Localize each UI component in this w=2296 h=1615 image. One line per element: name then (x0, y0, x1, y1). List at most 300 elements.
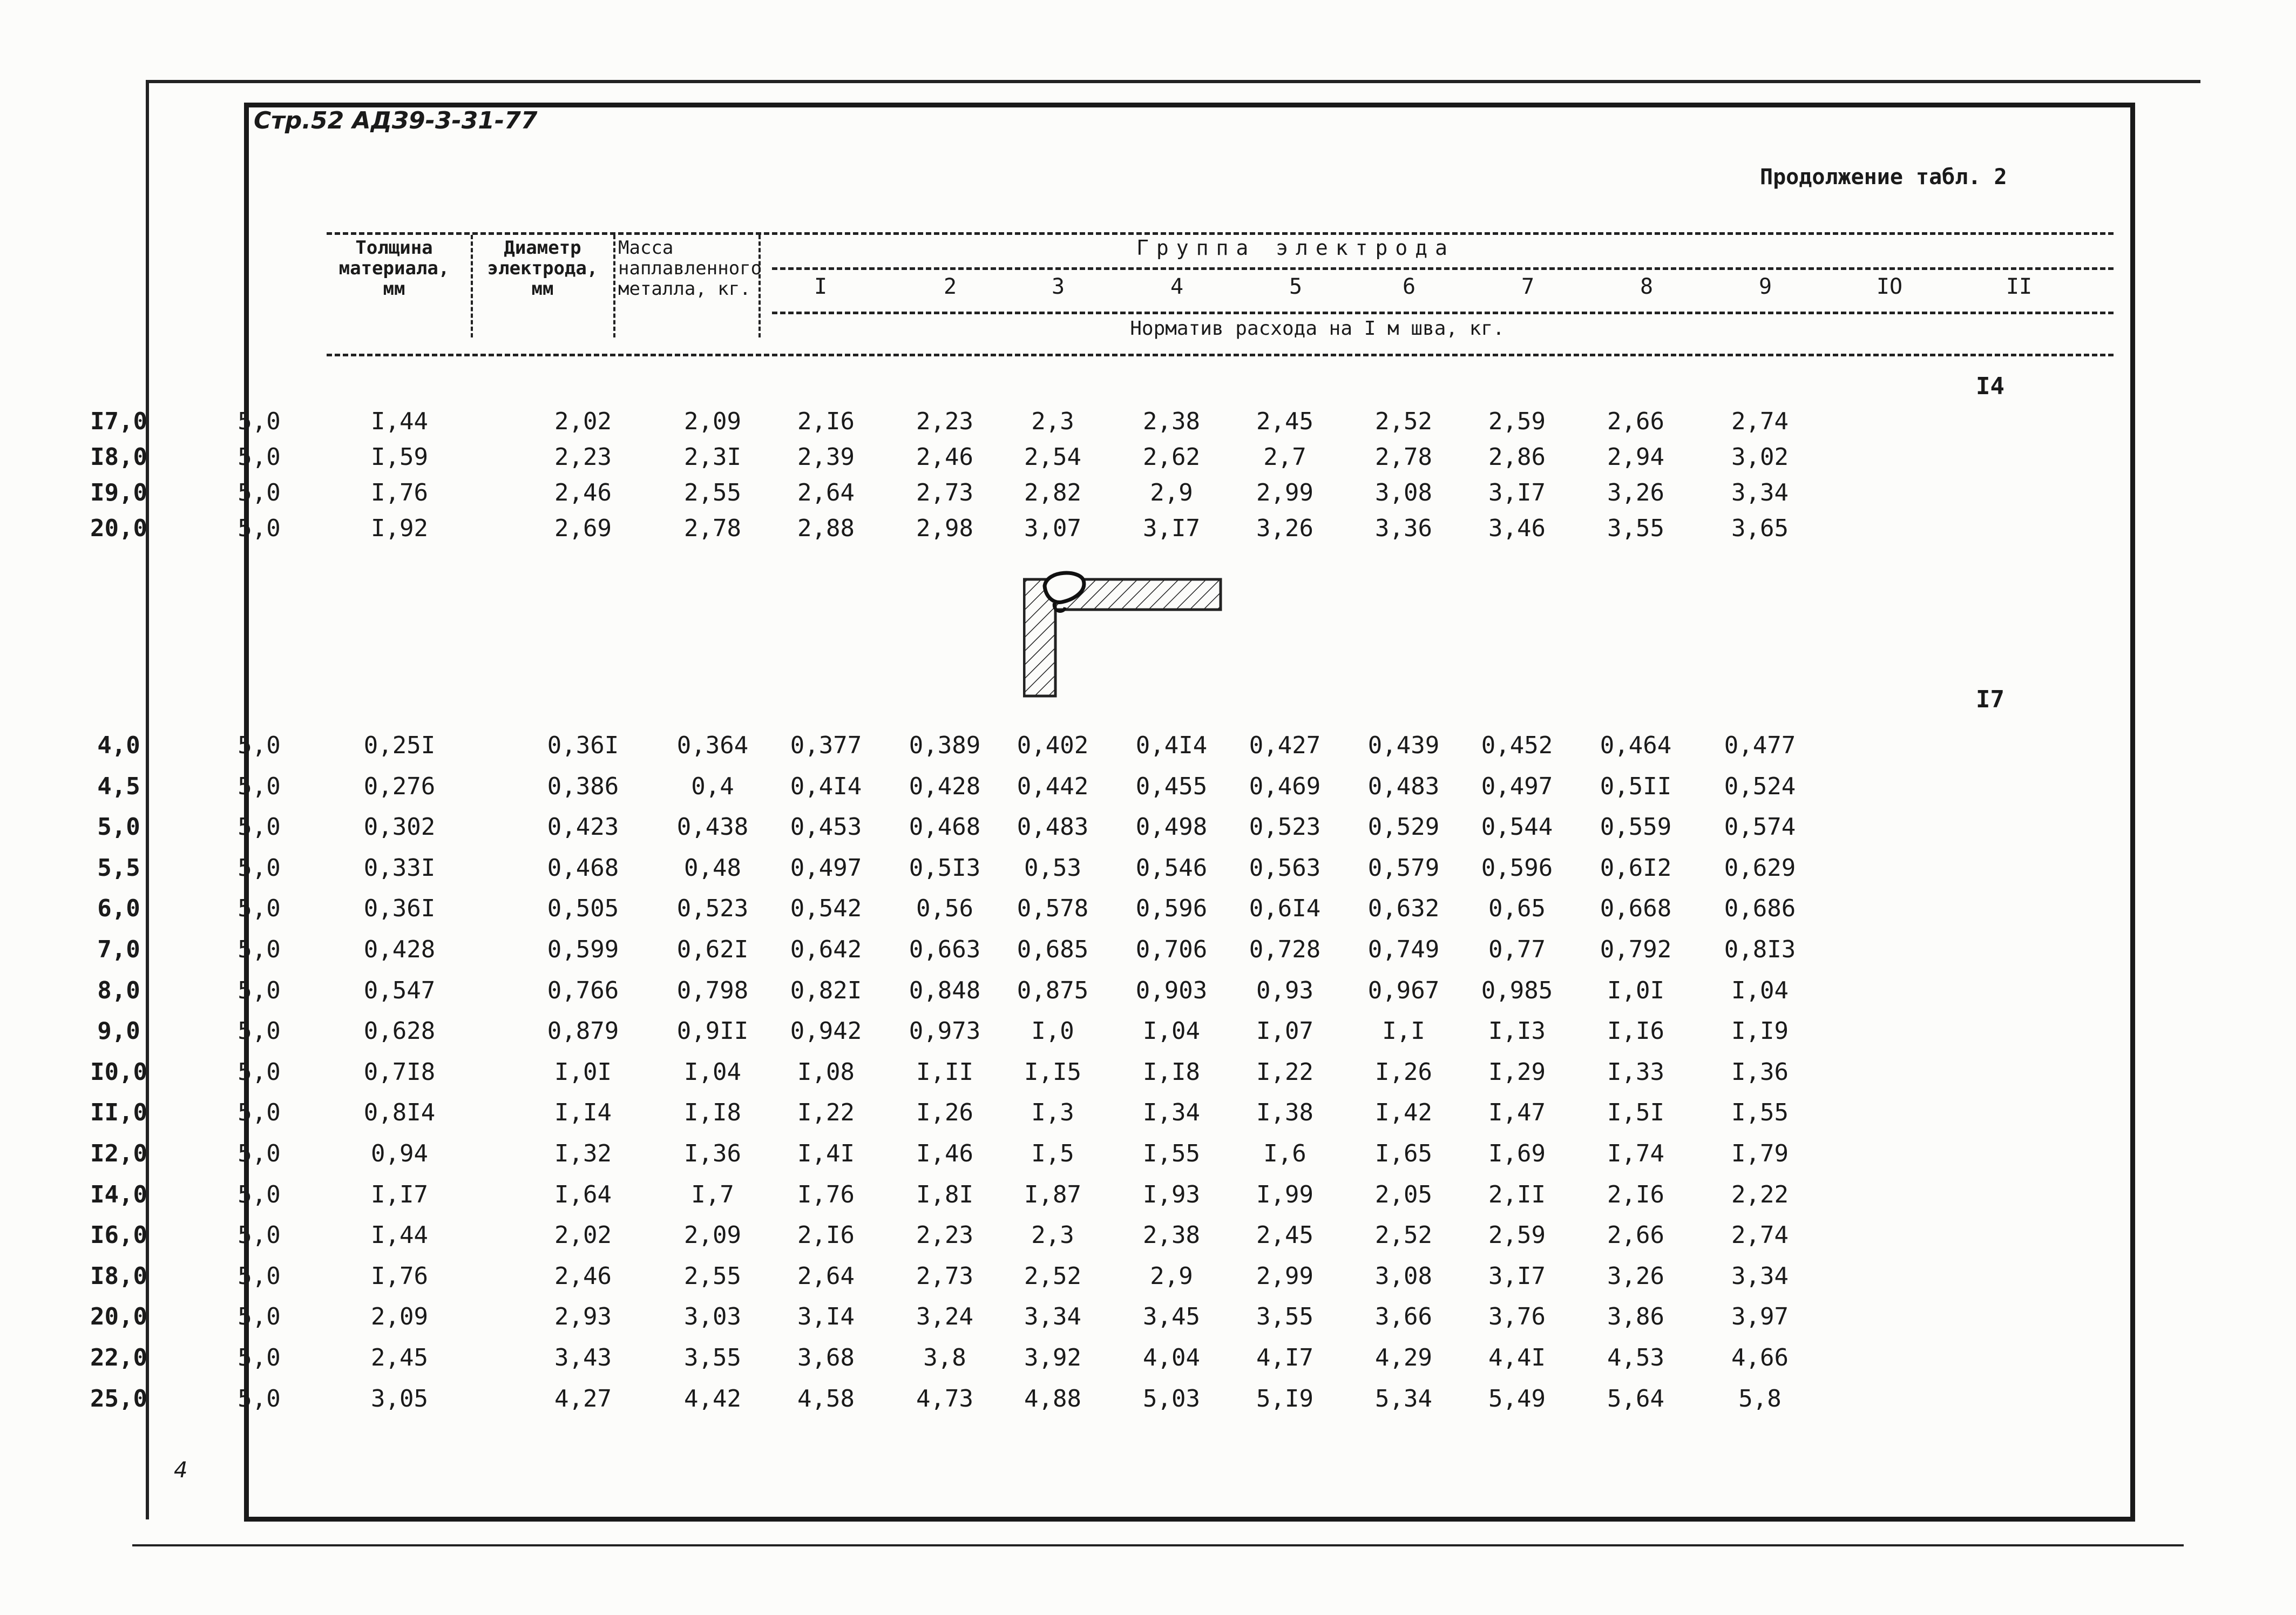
header-diameter: Диаметр электрода, мм (487, 237, 598, 300)
rate-cell-group-10: 0,5II (1600, 772, 1672, 800)
rate-cell-group-1: 2,46 (554, 1262, 612, 1290)
section-mark: I4 (1976, 373, 2004, 400)
rate-cell-group-10: 3,86 (1607, 1303, 1664, 1331)
rate-cell-group-7: 0,93 (1256, 976, 1313, 1004)
diameter-cell: 5,0 (238, 976, 281, 1004)
table-row (90, 1058, 2116, 1091)
rate-cell-group-5: 0,578 (1017, 895, 1089, 923)
rate-cell-group-6: 2,38 (1143, 1221, 1200, 1249)
table-row (90, 1180, 2116, 1213)
rate-cell-group-3: 3,68 (797, 1344, 855, 1371)
rate-cell-group-2: 0,523 (676, 895, 749, 923)
rate-cell-group-9: I,47 (1488, 1099, 1546, 1127)
rate-cell-group-1: 0,468 (547, 854, 619, 882)
header-mass: Масса наплавленного металла, кг. (618, 237, 762, 300)
rate-cell-group-7: I,22 (1256, 1058, 1313, 1086)
rate-cell-group-4: 3,24 (916, 1303, 973, 1331)
rate-cell-group-10: I,33 (1607, 1058, 1664, 1086)
continuation-title: Продолжение табл. 2 (1760, 165, 2007, 190)
rate-cell-group-10: 0,668 (1600, 895, 1672, 923)
rate-cell-group-3: 2,39 (797, 443, 855, 471)
rate-cell-group-8: 3,08 (1375, 479, 1432, 506)
rate-cell-group-1: 0,36I (547, 732, 619, 759)
rate-cell-group-6: 4,04 (1143, 1344, 1200, 1371)
header-thickness: Толщина материала, мм (338, 237, 450, 300)
rate-cell-group-11: 2,74 (1731, 408, 1789, 435)
rate-cell-group-4: 2,73 (916, 1262, 973, 1290)
rate-cell-group-9: 2,II (1488, 1180, 1546, 1208)
rate-cell-group-9: 2,59 (1488, 1221, 1546, 1249)
rate-cell-group-3: 0,82I (790, 976, 862, 1004)
group-number: 2 (943, 274, 957, 299)
rate-cell-group-3: I,08 (797, 1058, 855, 1086)
rate-cell-group-1: 0,599 (547, 936, 619, 963)
rate-cell-group-11: 0,477 (1724, 732, 1796, 759)
rate-cell-group-5: 2,3 (1031, 408, 1074, 435)
header-separator (758, 235, 761, 337)
rate-cell-group-4: 0,663 (909, 936, 981, 963)
rate-cell-group-4: 0,56 (916, 895, 973, 923)
rate-cell-group-7: 0,427 (1249, 732, 1321, 759)
table-row (97, 976, 2116, 1009)
rate-cell-group-3: 0,642 (790, 936, 862, 963)
mass-cell: 0,628 (363, 1017, 436, 1045)
rate-cell-group-2: I,I8 (684, 1099, 741, 1127)
bottom-margin-line (132, 1544, 2184, 1546)
rate-cell-group-10: 0,792 (1600, 936, 1672, 963)
rate-cell-group-10: I,5I (1607, 1099, 1664, 1127)
table-row (97, 895, 2116, 927)
rate-cell-group-9: 0,596 (1481, 854, 1553, 882)
rate-cell-group-8: I,65 (1375, 1140, 1432, 1167)
rate-cell-group-10: 2,66 (1607, 1221, 1664, 1249)
mass-cell: 0,547 (363, 976, 436, 1004)
rate-cell-group-11: I,I9 (1731, 1017, 1789, 1045)
mass-cell: 0,94 (371, 1140, 428, 1167)
rate-cell-group-6: I,34 (1143, 1099, 1200, 1127)
rate-cell-group-1: 2,23 (554, 443, 612, 471)
rate-cell-group-11: I,04 (1731, 976, 1789, 1004)
thickness-cell: II,0 (90, 1099, 147, 1127)
rate-cell-group-11: 0,574 (1724, 813, 1796, 841)
table-row (97, 854, 2116, 887)
table-row (97, 732, 2116, 764)
header-separator (471, 235, 473, 337)
rate-cell-group-5: 2,54 (1024, 443, 1081, 471)
mass-cell: I,92 (371, 515, 428, 542)
rate-cell-group-10: 2,94 (1607, 443, 1664, 471)
rate-cell-group-4: 2,73 (916, 479, 973, 506)
rate-cell-group-11: 0,686 (1724, 895, 1796, 923)
thickness-cell: I9,0 (90, 479, 147, 506)
rate-cell-group-7: I,99 (1256, 1180, 1313, 1208)
mass-cell: I,I7 (371, 1180, 428, 1208)
rate-cell-group-8: 3,66 (1375, 1303, 1432, 1331)
table-row (97, 936, 2116, 968)
table-row (90, 1384, 2116, 1417)
rate-cell-group-6: 3,45 (1143, 1303, 1200, 1331)
thickness-cell: 4,0 (97, 732, 140, 759)
rate-cell-group-9: 0,544 (1481, 813, 1553, 841)
rate-cell-group-7: I,6 (1263, 1140, 1306, 1167)
rate-cell-group-6: 0,706 (1135, 936, 1208, 963)
rate-cell-group-4: 0,848 (909, 976, 981, 1004)
rate-cell-group-5: 0,53 (1024, 854, 1081, 882)
rate-cell-group-9: 0,452 (1481, 732, 1553, 759)
rate-cell-group-4: 4,73 (916, 1384, 973, 1413)
rate-cell-group-2: 2,09 (684, 1221, 741, 1249)
diameter-cell: 5,0 (238, 443, 281, 471)
rate-cell-group-4: 2,23 (916, 1221, 973, 1249)
diameter-cell: 5,0 (238, 772, 281, 800)
rate-cell-group-10: 0,559 (1600, 813, 1672, 841)
rate-cell-group-11: I,55 (1731, 1099, 1789, 1127)
header-rule-groups (772, 267, 2114, 270)
rate-cell-group-1: 0,879 (547, 1017, 619, 1045)
rate-cell-group-10: 0,464 (1600, 732, 1672, 759)
rate-cell-group-6: 0,903 (1135, 976, 1208, 1004)
rate-cell-group-9: 2,86 (1488, 443, 1546, 471)
thickness-cell: 5,0 (97, 813, 140, 841)
rate-cell-group-8: 2,52 (1375, 1221, 1432, 1249)
rate-cell-group-1: 0,423 (547, 813, 619, 841)
group-number: 5 (1289, 274, 1303, 299)
rate-cell-group-1: 4,27 (554, 1384, 612, 1413)
rate-cell-group-5: 0,685 (1017, 936, 1089, 963)
rate-cell-group-3: 2,I6 (797, 408, 855, 435)
diameter-cell: 5,0 (238, 895, 281, 923)
rate-cell-group-1: 0,386 (547, 772, 619, 800)
rate-cell-group-4: I,II (916, 1058, 973, 1086)
rate-cell-group-9: 3,76 (1488, 1303, 1546, 1331)
thickness-cell: 7,0 (97, 936, 140, 963)
rate-cell-group-11: I,79 (1731, 1140, 1789, 1167)
rate-cell-group-7: 0,523 (1249, 813, 1321, 841)
mass-cell: 2,45 (371, 1344, 428, 1371)
rate-cell-group-4: 0,428 (909, 772, 981, 800)
rate-cell-group-7: 0,6I4 (1249, 895, 1321, 923)
rate-cell-group-7: 3,26 (1256, 515, 1313, 542)
rate-cell-group-7: 0,469 (1249, 772, 1321, 800)
header-norm: Норматив расхода на I м шва, кг. (1130, 317, 1505, 340)
rate-cell-group-1: I,0I (554, 1058, 612, 1086)
rate-cell-group-6: 5,03 (1143, 1384, 1200, 1413)
rate-cell-group-7: 2,45 (1256, 408, 1313, 435)
table-row (97, 1017, 2116, 1050)
diameter-cell: 5,0 (238, 1221, 281, 1249)
rate-cell-group-10: 3,26 (1607, 1262, 1664, 1290)
rate-cell-group-2: 2,3I (684, 443, 741, 471)
rate-cell-group-2: 4,42 (684, 1384, 741, 1413)
rate-cell-group-5: I,3 (1031, 1099, 1074, 1127)
thickness-cell: I6,0 (90, 1221, 147, 1249)
diameter-cell: 5,0 (238, 1344, 281, 1371)
mass-cell: 0,7I8 (363, 1058, 436, 1086)
rate-cell-group-7: 0,728 (1249, 936, 1321, 963)
group-number: II (2006, 274, 2033, 299)
mass-cell: I,59 (371, 443, 428, 471)
rate-cell-group-6: I,I8 (1143, 1058, 1200, 1086)
mass-cell: 0,302 (363, 813, 436, 841)
rate-cell-group-9: 0,77 (1488, 936, 1546, 963)
mass-cell: 0,25I (363, 732, 436, 759)
table-row (97, 772, 2116, 805)
page-number: 4 (174, 1458, 188, 1483)
rate-cell-group-7: I,38 (1256, 1099, 1313, 1127)
rate-cell-group-4: 2,23 (916, 408, 973, 435)
rate-cell-group-7: 0,563 (1249, 854, 1321, 882)
document-stamp: Стр.52 АДЗ9-3-31-77 (254, 107, 538, 134)
rate-cell-group-9: 0,65 (1488, 895, 1546, 923)
thickness-cell: I0,0 (90, 1058, 147, 1086)
rate-cell-group-9: 3,I7 (1488, 479, 1546, 506)
rate-cell-group-8: 2,05 (1375, 1180, 1432, 1208)
rate-cell-group-9: 5,49 (1488, 1384, 1546, 1413)
rate-cell-group-3: I,4I (797, 1140, 855, 1167)
table-row (90, 1099, 2116, 1131)
rate-cell-group-3: I,22 (797, 1099, 855, 1127)
rate-cell-group-9: 0,497 (1481, 772, 1553, 800)
rate-cell-group-4: 3,8 (923, 1344, 966, 1371)
rate-cell-group-6: 0,546 (1135, 854, 1208, 882)
mass-cell: I,76 (371, 1262, 428, 1290)
rate-cell-group-10: 5,64 (1607, 1384, 1664, 1413)
group-number: IO (1876, 274, 1903, 299)
rate-cell-group-2: 0,438 (676, 813, 749, 841)
rate-cell-group-3: 4,58 (797, 1384, 855, 1413)
rate-cell-group-1: I,32 (554, 1140, 612, 1167)
rate-cell-group-6: 0,455 (1135, 772, 1208, 800)
diameter-cell: 5,0 (238, 1099, 281, 1127)
mass-cell: 2,09 (371, 1303, 428, 1331)
rate-cell-group-8: 0,439 (1367, 732, 1440, 759)
rate-cell-group-6: 3,I7 (1143, 515, 1200, 542)
table-row (90, 1303, 2116, 1335)
table-row (90, 1262, 2116, 1295)
group-number: I (814, 274, 828, 299)
thickness-cell: I8,0 (90, 443, 147, 471)
rate-cell-group-11: I,36 (1731, 1058, 1789, 1086)
rate-cell-group-7: 4,I7 (1256, 1344, 1313, 1371)
group-number: 3 (1051, 274, 1065, 299)
diameter-cell: 5,0 (238, 1180, 281, 1208)
rate-cell-group-1: 2,02 (554, 408, 612, 435)
diameter-cell: 5,0 (238, 813, 281, 841)
rate-cell-group-3: 2,88 (797, 515, 855, 542)
rate-cell-group-2: 0,4 (691, 772, 734, 800)
rate-cell-group-2: 0,798 (676, 976, 749, 1004)
rate-cell-group-6: 0,596 (1135, 895, 1208, 923)
rate-cell-group-2: 3,03 (684, 1303, 741, 1331)
thickness-cell: 4,5 (97, 772, 140, 800)
rate-cell-group-5: 3,92 (1024, 1344, 1081, 1371)
thickness-cell: I8,0 (90, 1262, 147, 1290)
diameter-cell: 5,0 (238, 515, 281, 542)
rate-cell-group-3: 0,377 (790, 732, 862, 759)
rate-cell-group-5: 0,402 (1017, 732, 1089, 759)
rate-cell-group-6: 2,9 (1150, 1262, 1193, 1290)
rate-cell-group-3: 0,453 (790, 813, 862, 841)
rate-cell-group-5: 2,52 (1024, 1262, 1081, 1290)
diameter-cell: 5,0 (238, 1262, 281, 1290)
thickness-cell: I7,0 (90, 408, 147, 435)
mass-cell: 0,36I (363, 895, 436, 923)
rate-cell-group-3: 0,542 (790, 895, 862, 923)
rate-cell-group-2: 3,55 (684, 1344, 741, 1371)
diameter-cell: 5,0 (238, 1303, 281, 1331)
rate-cell-group-3: 2,64 (797, 1262, 855, 1290)
rate-cell-group-1: 2,93 (554, 1303, 612, 1331)
rate-cell-group-4: 0,389 (909, 732, 981, 759)
table-row (90, 1221, 2116, 1254)
rate-cell-group-7: 2,45 (1256, 1221, 1313, 1249)
rate-cell-group-6: 2,9 (1150, 479, 1193, 506)
rate-cell-group-2: 2,78 (684, 515, 741, 542)
rate-cell-group-5: 4,88 (1024, 1384, 1081, 1413)
rate-cell-group-1: 2,02 (554, 1221, 612, 1249)
mass-cell: 3,05 (371, 1384, 428, 1413)
rate-cell-group-5: 0,442 (1017, 772, 1089, 800)
mass-cell: 0,276 (363, 772, 436, 800)
rate-cell-group-4: 2,46 (916, 443, 973, 471)
rate-cell-group-10: 4,53 (1607, 1344, 1664, 1371)
rate-cell-group-5: I,I5 (1024, 1058, 1081, 1086)
mass-cell: 0,33I (363, 854, 436, 882)
rate-cell-group-8: 4,29 (1375, 1344, 1432, 1371)
diameter-cell: 5,0 (238, 408, 281, 435)
rate-cell-group-10: 0,6I2 (1600, 854, 1672, 882)
rate-cell-group-2: 0,364 (676, 732, 749, 759)
rate-cell-group-11: 3,97 (1731, 1303, 1789, 1331)
rate-cell-group-5: I,87 (1024, 1180, 1081, 1208)
rate-cell-group-6: 0,4I4 (1135, 732, 1208, 759)
group-number: 7 (1521, 274, 1535, 299)
rate-cell-group-9: 2,59 (1488, 408, 1546, 435)
table-row (97, 813, 2116, 846)
rate-cell-group-1: 0,505 (547, 895, 619, 923)
rate-cell-group-1: I,64 (554, 1180, 612, 1208)
group-number: 9 (1758, 274, 1772, 299)
rate-cell-group-5: 0,483 (1017, 813, 1089, 841)
rate-cell-group-1: 2,69 (554, 515, 612, 542)
rate-cell-group-6: 2,38 (1143, 408, 1200, 435)
rate-cell-group-3: 0,497 (790, 854, 862, 882)
rate-cell-group-1: 2,46 (554, 479, 612, 506)
rate-cell-group-4: I,8I (916, 1180, 973, 1208)
rate-cell-group-9: 3,46 (1488, 515, 1546, 542)
rate-cell-group-2: I,7 (691, 1180, 734, 1208)
diameter-cell: 5,0 (238, 936, 281, 963)
rate-cell-group-6: 0,498 (1135, 813, 1208, 841)
rate-cell-group-2: 0,9II (676, 1017, 749, 1045)
rate-cell-group-8: 5,34 (1375, 1384, 1432, 1413)
group-number: 8 (1640, 274, 1654, 299)
header-rule-top (327, 232, 2114, 235)
weld-joint-sketch-icon (1023, 570, 1228, 699)
rate-cell-group-2: 2,55 (684, 1262, 741, 1290)
rate-cell-group-9: 0,985 (1481, 976, 1553, 1004)
rate-cell-group-4: 0,468 (909, 813, 981, 841)
header-separator (613, 235, 615, 337)
diameter-cell: 5,0 (238, 479, 281, 506)
rate-cell-group-3: 3,I4 (797, 1303, 855, 1331)
header-rule-bottom (327, 354, 2114, 356)
rate-cell-group-8: I,I (1382, 1017, 1425, 1045)
diameter-cell: 5,0 (238, 1017, 281, 1045)
rate-cell-group-8: 0,749 (1367, 936, 1440, 963)
rate-cell-group-6: 2,62 (1143, 443, 1200, 471)
rate-cell-group-1: 0,766 (547, 976, 619, 1004)
rate-cell-group-11: 4,66 (1731, 1344, 1789, 1371)
rate-cell-group-2: 0,48 (684, 854, 741, 882)
rate-cell-group-7: 5,I9 (1256, 1384, 1313, 1413)
rate-cell-group-5: 2,3 (1031, 1221, 1074, 1249)
header-rule-norm (772, 312, 2114, 314)
group-number: 4 (1170, 274, 1184, 299)
rate-cell-group-8: 3,08 (1375, 1262, 1432, 1290)
table-row (90, 1344, 2116, 1376)
diameter-cell: 5,0 (238, 1384, 281, 1413)
rate-cell-group-8: 0,632 (1367, 895, 1440, 923)
mass-cell: I,44 (371, 408, 428, 435)
mass-cell: I,76 (371, 479, 428, 506)
thickness-cell: 25,0 (90, 1384, 147, 1413)
rate-cell-group-6: I,93 (1143, 1180, 1200, 1208)
rate-cell-group-11: 3,34 (1731, 1262, 1789, 1290)
thickness-cell: 22,0 (90, 1344, 147, 1371)
rate-cell-group-5: I,5 (1031, 1140, 1074, 1167)
rate-cell-group-10: 2,66 (1607, 408, 1664, 435)
thickness-cell: 5,5 (97, 854, 140, 882)
rate-cell-group-3: 0,4I4 (790, 772, 862, 800)
rate-cell-group-10: I,I6 (1607, 1017, 1664, 1045)
rate-cell-group-8: 3,36 (1375, 515, 1432, 542)
section-mark: I7 (1976, 686, 2004, 713)
rate-cell-group-8: 0,529 (1367, 813, 1440, 841)
header-group-title: Группа электрода (1136, 236, 1455, 260)
diameter-cell: 5,0 (238, 854, 281, 882)
rate-cell-group-7: 2,99 (1256, 1262, 1313, 1290)
rate-cell-group-4: I,26 (916, 1099, 973, 1127)
table-row (90, 515, 2116, 547)
rate-cell-group-4: 0,5I3 (909, 854, 981, 882)
rate-cell-group-10: 2,I6 (1607, 1180, 1664, 1208)
rate-cell-group-2: I,36 (684, 1140, 741, 1167)
rate-cell-group-8: 2,52 (1375, 408, 1432, 435)
table-row (90, 1140, 2116, 1172)
rate-cell-group-6: I,55 (1143, 1140, 1200, 1167)
thickness-cell: 20,0 (90, 515, 147, 542)
rate-cell-group-3: 0,942 (790, 1017, 862, 1045)
rate-cell-group-10: 3,55 (1607, 515, 1664, 542)
rate-cell-group-8: I,26 (1375, 1058, 1432, 1086)
diameter-cell: 5,0 (238, 732, 281, 759)
rate-cell-group-9: I,29 (1488, 1058, 1546, 1086)
thickness-cell: 8,0 (97, 976, 140, 1004)
table-row (90, 479, 2116, 511)
rate-cell-group-9: 4,4I (1488, 1344, 1546, 1371)
rate-cell-group-11: 3,34 (1731, 479, 1789, 506)
mass-cell: 0,428 (363, 936, 436, 963)
rate-cell-group-4: I,46 (916, 1140, 973, 1167)
rate-cell-group-3: 2,I6 (797, 1221, 855, 1249)
mass-cell: I,44 (371, 1221, 428, 1249)
group-number: 6 (1402, 274, 1416, 299)
rate-cell-group-8: I,42 (1375, 1099, 1432, 1127)
mass-cell: 0,8I4 (363, 1099, 436, 1127)
rate-cell-group-5: 2,82 (1024, 479, 1081, 506)
rate-cell-group-6: I,04 (1143, 1017, 1200, 1045)
